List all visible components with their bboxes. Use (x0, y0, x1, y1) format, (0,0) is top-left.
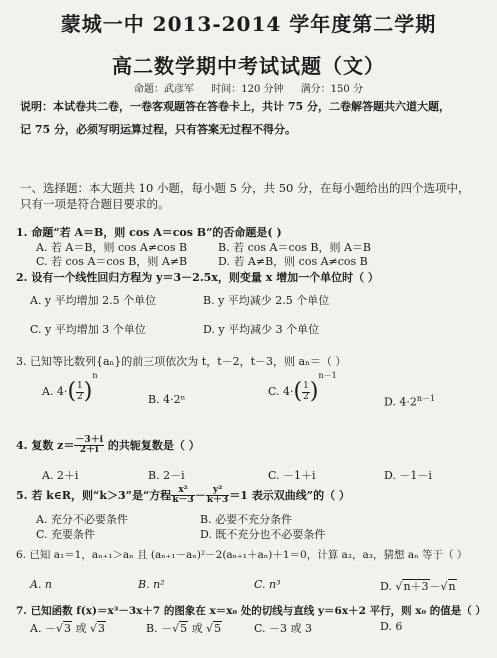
question-5-option-b: B. 必要不充分条件 (200, 513, 293, 526)
question-6-option-b: B. n² (138, 578, 165, 591)
q4-suffix: 的共轭复数是（ ） (107, 438, 200, 452)
q7b-prefix: B. － (146, 622, 173, 635)
q7a-radicand-2: 3 (97, 622, 105, 635)
exam-meta (0, 80, 497, 95)
section-heading-line-2: 只有一项是符合题目要求的。 (20, 197, 170, 211)
q3c-denominator: 2 (303, 391, 309, 402)
question-2-option-c: C. y 平均增加 3 个单位 (30, 323, 146, 336)
q3c-prefix: C. 4· (268, 385, 294, 398)
question-1-option-c: C. 若 cos A＝cos B，则 A≠B (36, 255, 188, 268)
q3d-exponent: n－1 (416, 394, 436, 403)
q7b-or: 或 (188, 622, 207, 635)
question-3-option-d (384, 393, 435, 409)
q3a-exponent: n (92, 371, 98, 381)
question-2-stem: 2. 设有一个线性回归方程为 y＝3－2.5x，则变量 x 增加一个单位时（ ） (16, 271, 379, 284)
question-5-option-c: C. 充要条件 (36, 528, 96, 541)
q3c-numerator: 1 (303, 381, 309, 392)
q6d-minus: － (429, 580, 441, 593)
question-3-stem: 3. 已知等比数列{aₙ}的前三项依次为 t，t－2，t－3，则 aₙ＝（ ） (16, 355, 347, 368)
question-4-stem (16, 436, 200, 456)
q3c-exponent: n－1 (318, 371, 337, 381)
question-4-option-b: B. 2－i (148, 469, 185, 482)
question-3-option-b: B. 4·2ⁿ (148, 393, 186, 406)
q5-suffix: ＝1 表示双曲线”的（ ） (229, 488, 350, 502)
q4-numerator: －3＋i (75, 435, 104, 445)
question-7-option-c: C. －3 或 3 (254, 622, 313, 635)
q6d-radicand-2: n (448, 580, 456, 593)
question-7-option-a: A. －√3 或 √3 (30, 622, 105, 635)
q3a-denominator: 2 (77, 391, 83, 402)
question-5-stem (16, 486, 350, 506)
q3d-prefix: D. 4·2 (384, 395, 417, 409)
question-6-option-c: C. n³ (254, 578, 281, 591)
question-6-option-a: A. n (30, 578, 53, 591)
question-7-option-d: D. 6 (380, 620, 403, 633)
question-1-option-d: D. 若 A≠B，则 cos A≠cos B (218, 255, 368, 268)
q5-fraction-1-denominator: k－3 (172, 495, 194, 506)
question-7-option-b: B. －√5 或 √5 (146, 622, 222, 635)
question-1-option-a: A. 若 A＝B，则 cos A≠cos B (36, 241, 188, 254)
q7a-prefix: A. － (30, 622, 56, 635)
question-1-stem: 1. 命题“若 A＝B，则 cos A＝cos B”的否命题是( ) (16, 226, 282, 239)
question-6-option-d: D. √n＋3－√n (380, 580, 456, 593)
q7b-radicand-1: 5 (180, 622, 188, 635)
question-3-option-c: C. 4·( $\frac{1}{2}$ )$^{n-1}$ (268, 371, 337, 404)
q5-fraction-2-numerator: y² (206, 486, 230, 496)
question-5-option-a: A. 充分不必要条件 (36, 513, 128, 526)
question-6-stem: 6. 已知 a₁＝1，aₙ₊₁＞aₙ 且 (aₙ₊₁－aₙ)²－2(aₙ₊₁＋aₙ)＋1＝0，计算 a₂，a₃，猜想 aₙ 等于（ ） (16, 549, 468, 561)
score-label: 满分：150 分 (300, 84, 363, 95)
author-label: 命题：武彦军 (134, 84, 195, 95)
school-term-title: 蒙城一中 2013-2014 学年度第二学期 (60, 12, 437, 36)
question-5-option-d: D. 既不充分也不必要条件 (200, 528, 326, 541)
exam-title: 高二数学期中考试试题（文） (112, 54, 385, 78)
question-4-option-a: A. 2＋i (42, 469, 79, 482)
question-3-option-a: A. 4·( $\frac{1}{2}$ )$^n$ (42, 371, 98, 404)
question-4-option-c: C. －1＋i (268, 469, 316, 482)
q5-minus: － (194, 488, 206, 502)
q7a-or: 或 (71, 622, 90, 635)
q5-fraction-2-denominator: k＋3 (206, 495, 229, 506)
q4-denominator: 2＋i (79, 445, 99, 456)
q6d-prefix: D. (380, 580, 396, 593)
question-1-option-b: B. 若 cos A＝cos B，则 A＝B (218, 241, 371, 254)
question-2-option-a: A. y 平均增加 2.5 个单位 (30, 294, 157, 307)
question-4-option-d: D. －1－i (384, 469, 432, 482)
q5-prefix: 5. 若 k∈R，则“k＞3”是“方程 (16, 488, 172, 502)
time-label: 时间：120 分钟 (211, 84, 284, 95)
section-heading-line-1: 一、选择题：本大题共 10 小题，每小题 5 分，共 50 分，在每小题给出的四个选项中， (20, 181, 470, 195)
q3a-numerator: 1 (77, 381, 83, 392)
q4-prefix: 4. 复数 z＝ (16, 438, 75, 452)
q7b-radicand-2: 5 (214, 622, 222, 635)
instructions-line-1: 说明：本试卷共二卷，一卷客观题答在答卷卡上，共计 75 分，二卷解答题共六道大题， (20, 100, 450, 113)
q5-fraction-1-numerator: x² (171, 486, 195, 496)
q7a-radicand-1: 3 (63, 622, 71, 635)
question-2-option-d: D. y 平均减少 3 个单位 (203, 323, 320, 336)
question-2-option-b: B. y 平均减少 2.5 个单位 (203, 294, 330, 307)
q6d-radicand-1: n＋3 (403, 580, 429, 593)
q3a-prefix: A. 4· (42, 385, 68, 398)
instructions-line-2: 记 75 分，必须写明运算过程，只有答案无过程不得分。 (20, 123, 296, 136)
question-7-stem: 7. 已知函数 f(x)＝x³－3x＋7 的图象在 x＝x₀ 处的切线与直线 y＝6x＋2 平行，则 x₀ 的值是（ ） (16, 605, 486, 617)
